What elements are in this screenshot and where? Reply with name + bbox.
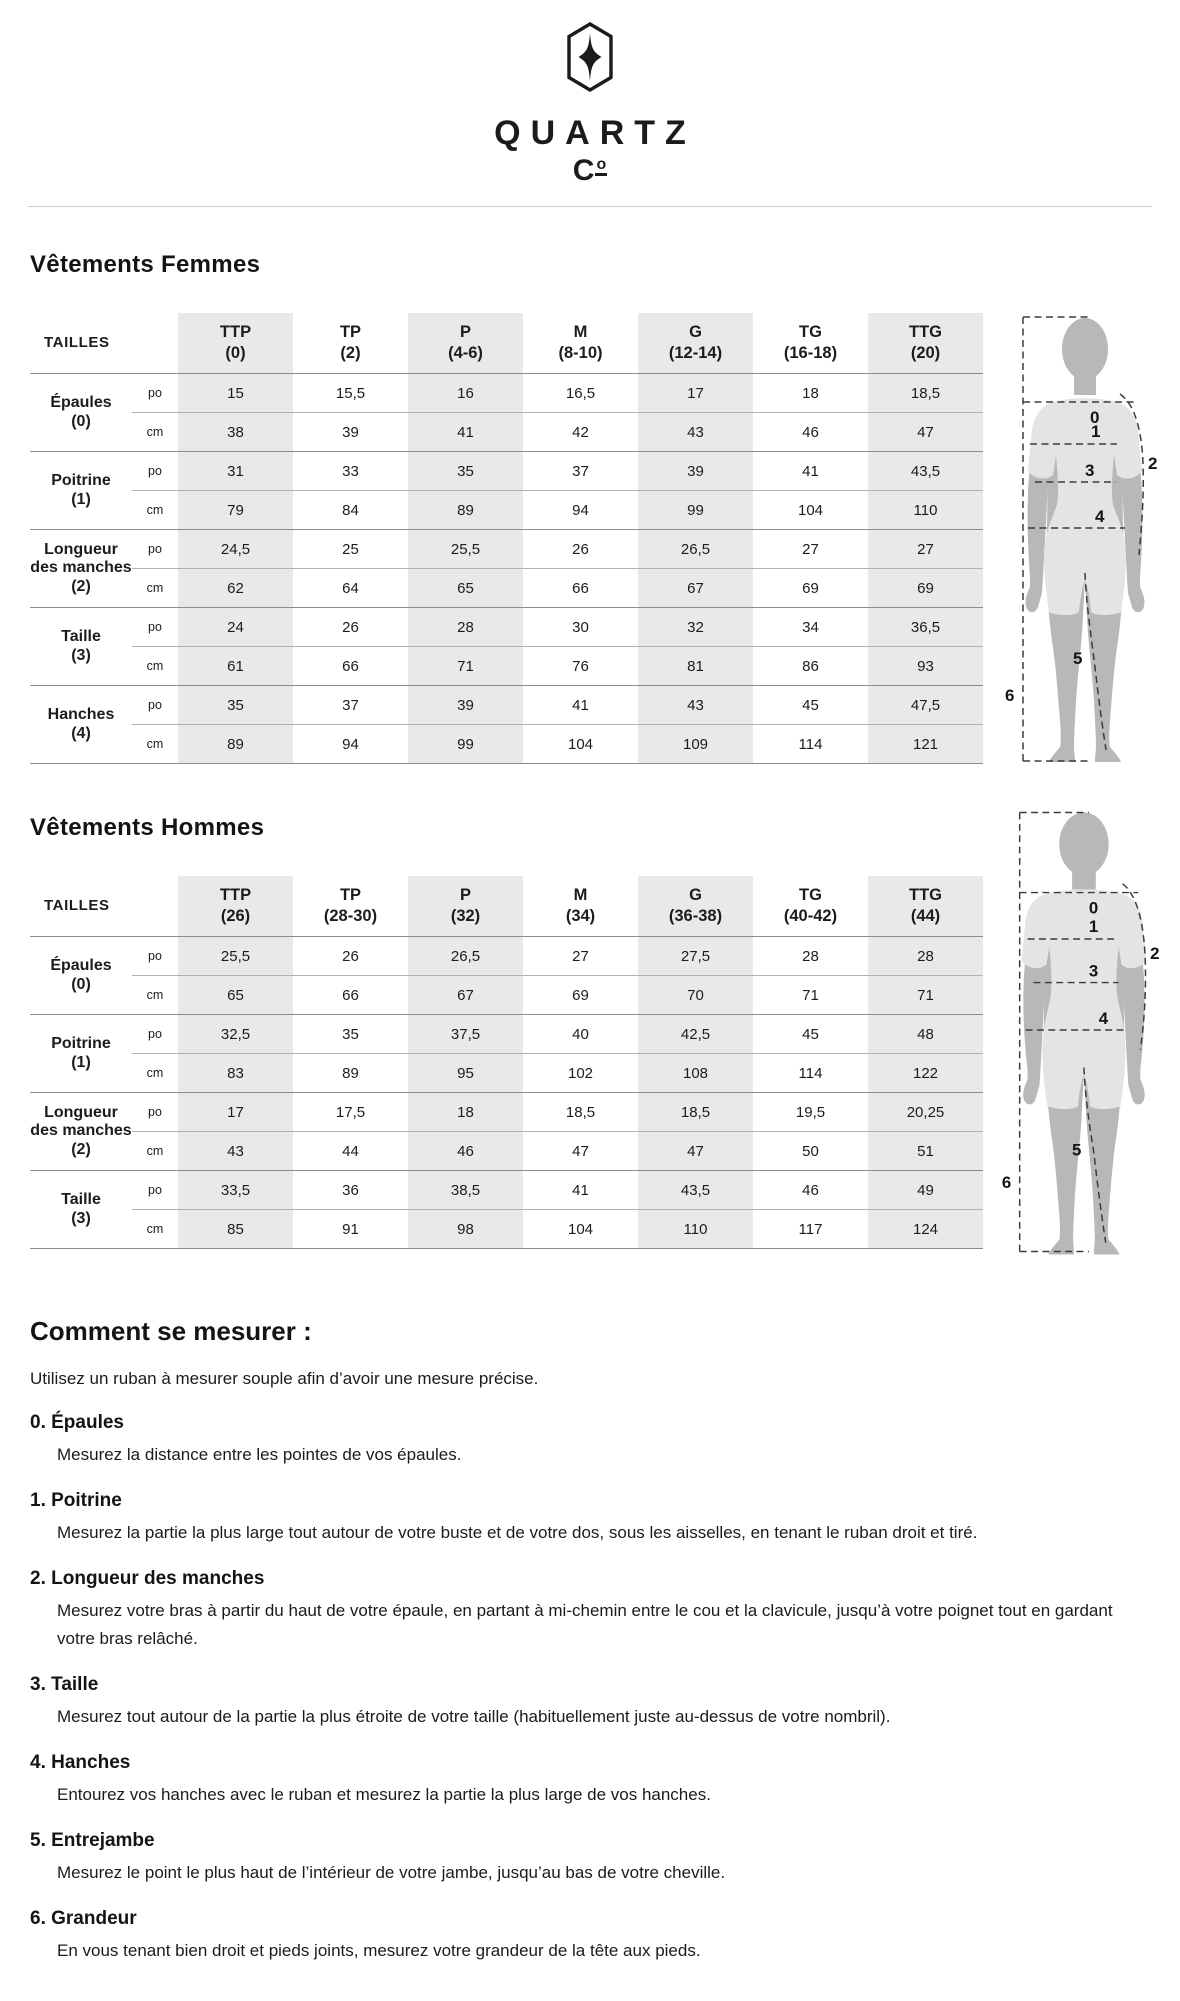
size-value: 26 [523, 530, 638, 569]
figure-label-sleeve: 2 [1148, 454, 1158, 473]
size-value: 99 [408, 725, 523, 764]
size-column-header: TTG (20) [868, 313, 983, 374]
measurement-row-label: Longueur des manches (2) [30, 530, 132, 608]
size-value: 27 [868, 530, 983, 569]
size-value: 28 [408, 608, 523, 647]
men-size-table-host [30, 876, 1150, 1249]
size-value: 65 [408, 569, 523, 608]
size-value: 43 [638, 413, 753, 452]
size-value: 43,5 [868, 452, 983, 491]
size-value: 108 [638, 1054, 753, 1093]
size-value: 69 [753, 569, 868, 608]
size-value: 38 [178, 413, 293, 452]
size-value: 89 [178, 725, 293, 764]
unit-label: cm [132, 569, 178, 608]
size-value: 41 [523, 686, 638, 725]
size-value: 64 [293, 569, 408, 608]
size-value: 17,5 [293, 1093, 408, 1132]
brand-wordmark: QUARTZ [494, 114, 696, 152]
howto-item-heading: 0. Épaules [30, 1412, 124, 1433]
size-value: 47 [523, 1132, 638, 1171]
size-value: 32 [638, 608, 753, 647]
size-value: 65 [178, 976, 293, 1015]
size-value: 31 [178, 452, 293, 491]
howto-item-shoulders [30, 1410, 1130, 1469]
size-value: 33 [293, 452, 408, 491]
measurement-row-label: Taille (3) [30, 608, 132, 686]
size-value: 20,25 [868, 1093, 983, 1132]
size-column-header: M (34) [523, 876, 638, 937]
unit-label: po [132, 608, 178, 647]
unit-label: cm [132, 491, 178, 530]
unit-label: cm [132, 725, 178, 764]
measurement-row-label: Poitrine (1) [30, 1015, 132, 1093]
size-value: 18,5 [523, 1093, 638, 1132]
unit-label: po [132, 452, 178, 491]
size-column-header: TG (16-18) [753, 313, 868, 374]
women-section-title: Vêtements Femmes [30, 251, 261, 278]
size-value: 34 [753, 608, 868, 647]
howto-item-text: Entourez vos hanches avec le ruban et mesurez la partie la plus large de vos hanches. [57, 1785, 711, 1804]
measurement-row-label: Poitrine (1) [30, 452, 132, 530]
howto-item-sleeve [30, 1566, 1130, 1653]
figure-label-chest: 1 [1088, 917, 1099, 937]
howto-item-text: Mesurez la partie la plus large tout autour de votre buste et de votre dos, sous les aisselles, en tenant le ruban droit et tiré. [57, 1523, 978, 1542]
size-value: 37 [293, 686, 408, 725]
size-column-header: TTP (0) [178, 313, 293, 374]
size-value: 114 [753, 725, 868, 764]
size-value: 69 [868, 569, 983, 608]
size-value: 114 [753, 1054, 868, 1093]
unit-label: cm [132, 976, 178, 1015]
size-column-header: TP (2) [293, 313, 408, 374]
size-value: 44 [293, 1132, 408, 1171]
size-value: 49 [868, 1171, 983, 1210]
size-value: 26,5 [408, 937, 523, 976]
howto-item-text: En vous tenant bien droit et pieds joints, mesurez votre grandeur de la tête aux pieds. [57, 1941, 701, 1960]
size-value: 42,5 [638, 1015, 753, 1054]
unit-label: po [132, 530, 178, 569]
size-value: 67 [408, 976, 523, 1015]
size-value: 46 [753, 1171, 868, 1210]
size-value: 110 [638, 1210, 753, 1249]
size-value: 42 [523, 413, 638, 452]
women-measurements-table [30, 313, 983, 764]
howto-item-height [30, 1906, 1130, 1965]
size-value: 39 [293, 413, 408, 452]
size-value: 95 [408, 1054, 523, 1093]
unit-label: cm [132, 1210, 178, 1249]
size-value: 37,5 [408, 1015, 523, 1054]
howto-item-text: Mesurez votre bras à partir du haut de votre épaule, en partant à mi-chemin entre le cou et la clavicule, jusqu’à votre poignet tout en gardant votre bras relâché. [57, 1601, 1113, 1648]
size-value: 30 [523, 608, 638, 647]
size-column-header: TP (28-30) [293, 876, 408, 937]
size-value: 122 [868, 1054, 983, 1093]
quartz-gem-logo-icon [566, 22, 614, 92]
size-value: 41 [408, 413, 523, 452]
figure-label-height: 6 [1005, 686, 1015, 705]
size-value: 36,5 [868, 608, 983, 647]
size-value: 46 [753, 413, 868, 452]
size-column-header: G (36-38) [638, 876, 753, 937]
figure-label-hips: 4 [1098, 1009, 1109, 1029]
brand-header [0, 0, 1180, 194]
size-value: 17 [638, 374, 753, 413]
size-value: 51 [868, 1132, 983, 1171]
howto-item-heading: 5. Entrejambe [30, 1830, 155, 1851]
size-value: 18,5 [868, 374, 983, 413]
howto-section [30, 1249, 1130, 2001]
co-letter: C [572, 154, 595, 187]
size-value: 117 [753, 1210, 868, 1249]
size-value: 17 [178, 1093, 293, 1132]
unit-label: cm [132, 1132, 178, 1171]
size-value: 37 [523, 452, 638, 491]
size-value: 104 [523, 725, 638, 764]
size-value: 94 [523, 491, 638, 530]
figure-label-chest: 1 [1091, 422, 1101, 441]
size-value: 71 [868, 976, 983, 1015]
size-value: 19,5 [753, 1093, 868, 1132]
figure-label-shoulders: 0 [1088, 898, 1099, 918]
size-value: 110 [868, 491, 983, 530]
size-value: 61 [178, 647, 293, 686]
size-value: 18 [753, 374, 868, 413]
howto-item-heading: 4. Hanches [30, 1752, 131, 1773]
size-value: 76 [523, 647, 638, 686]
size-column-header: G (12-14) [638, 313, 753, 374]
size-value: 71 [408, 647, 523, 686]
size-value: 67 [638, 569, 753, 608]
size-column-header: M (8-10) [523, 313, 638, 374]
women-size-table-host [30, 313, 1150, 764]
men-measurements-table [30, 876, 983, 1249]
sizes-corner-label: TAILLES [30, 876, 178, 937]
size-value: 47 [868, 413, 983, 452]
howto-item-text: Mesurez la distance entre les pointes de vos épaules. [57, 1445, 462, 1464]
size-value: 41 [523, 1171, 638, 1210]
size-value: 93 [868, 647, 983, 686]
size-value: 26 [293, 608, 408, 647]
size-value: 84 [293, 491, 408, 530]
size-value: 35 [178, 686, 293, 725]
figure-label-shoulders: 0 [1090, 408, 1100, 427]
size-value: 33,5 [178, 1171, 293, 1210]
size-column-header: P (4-6) [408, 313, 523, 374]
howto-item-waist [30, 1672, 1130, 1731]
size-value: 104 [753, 491, 868, 530]
howto-intro: Utilisez un ruban à mesurer souple afin d’avoir une mesure précise. [30, 1369, 539, 1388]
men-section-title: Vêtements Hommes [30, 814, 265, 841]
figure-label-height: 6 [1001, 1173, 1012, 1193]
size-value: 35 [408, 452, 523, 491]
size-value: 27 [523, 937, 638, 976]
size-value: 85 [178, 1210, 293, 1249]
size-value: 66 [293, 647, 408, 686]
size-column-header: TTG (44) [868, 876, 983, 937]
size-value: 98 [408, 1210, 523, 1249]
howto-item-heading: 1. Poitrine [30, 1490, 122, 1511]
size-value: 102 [523, 1054, 638, 1093]
sizes-corner-label: TAILLES [30, 313, 178, 374]
measurement-row-label: Longueur des manches (2) [30, 1093, 132, 1171]
women-section [30, 207, 1158, 764]
size-value: 46 [408, 1132, 523, 1171]
size-value: 27,5 [638, 937, 753, 976]
howto-item-inseam [30, 1828, 1130, 1887]
size-value: 40 [523, 1015, 638, 1054]
size-value: 66 [523, 569, 638, 608]
size-value: 43 [178, 1132, 293, 1171]
size-value: 28 [868, 937, 983, 976]
howto-item-heading: 2. Longueur des manches [30, 1568, 265, 1589]
unit-label: po [132, 374, 178, 413]
unit-label: cm [132, 1054, 178, 1093]
size-value: 18,5 [638, 1093, 753, 1132]
size-value: 25,5 [178, 937, 293, 976]
size-value: 45 [753, 1015, 868, 1054]
unit-label: cm [132, 647, 178, 686]
howto-item-hips [30, 1750, 1130, 1809]
size-value: 50 [753, 1132, 868, 1171]
size-value: 121 [868, 725, 983, 764]
howto-item-text: Mesurez le point le plus haut de l’intérieur de votre jambe, jusqu’au bas de votre cheville. [57, 1863, 726, 1882]
size-value: 104 [523, 1210, 638, 1249]
size-value: 89 [293, 1054, 408, 1093]
size-value: 66 [293, 976, 408, 1015]
size-value: 109 [638, 725, 753, 764]
size-value: 99 [638, 491, 753, 530]
size-value: 39 [408, 686, 523, 725]
unit-label: po [132, 1015, 178, 1054]
size-value: 15 [178, 374, 293, 413]
size-value: 25 [293, 530, 408, 569]
howto-item-text: Mesurez tout autour de la partie la plus étroite de votre taille (habituellement juste au-dessus de votre nombril). [57, 1707, 891, 1726]
measurement-row-label: Épaules (0) [30, 374, 132, 452]
size-value: 43 [638, 686, 753, 725]
size-column-header: TG (40-42) [753, 876, 868, 937]
brand-co-mark [0, 153, 1180, 194]
men-measurement-figure [990, 802, 1168, 1262]
size-value: 47 [638, 1132, 753, 1171]
size-value: 70 [638, 976, 753, 1015]
size-value: 39 [638, 452, 753, 491]
size-value: 28 [753, 937, 868, 976]
size-value: 38,5 [408, 1171, 523, 1210]
figure-label-sleeve: 2 [1150, 943, 1160, 963]
size-value: 45 [753, 686, 868, 725]
unit-label: po [132, 686, 178, 725]
size-value: 27 [753, 530, 868, 569]
measurement-row-label: Taille (3) [30, 1171, 132, 1249]
size-value: 79 [178, 491, 293, 530]
howto-item-heading: 6. Grandeur [30, 1908, 137, 1929]
measurement-row-label: Hanches (4) [30, 686, 132, 764]
size-value: 24,5 [178, 530, 293, 569]
size-column-header: TTP (26) [178, 876, 293, 937]
size-value: 124 [868, 1210, 983, 1249]
size-value: 89 [408, 491, 523, 530]
howto-title: Comment se mesurer : [30, 1316, 312, 1346]
size-value: 81 [638, 647, 753, 686]
size-value: 69 [523, 976, 638, 1015]
figure-label-hips: 4 [1095, 507, 1105, 526]
size-value: 16,5 [523, 374, 638, 413]
size-value: 62 [178, 569, 293, 608]
size-value: 94 [293, 725, 408, 764]
size-value: 15,5 [293, 374, 408, 413]
co-ordinal: o [595, 156, 607, 176]
women-measurement-figure [990, 309, 1168, 767]
size-value: 24 [178, 608, 293, 647]
size-value: 26,5 [638, 530, 753, 569]
size-value: 32,5 [178, 1015, 293, 1054]
size-column-header: P (32) [408, 876, 523, 937]
size-value: 18 [408, 1093, 523, 1132]
size-value: 26 [293, 937, 408, 976]
size-value: 83 [178, 1054, 293, 1093]
size-value: 48 [868, 1015, 983, 1054]
figure-label-waist: 3 [1088, 961, 1099, 981]
unit-label: po [132, 1093, 178, 1132]
size-value: 41 [753, 452, 868, 491]
figure-label-inseam: 5 [1072, 1140, 1082, 1160]
size-value: 91 [293, 1210, 408, 1249]
unit-label: cm [132, 413, 178, 452]
size-value: 35 [293, 1015, 408, 1054]
howto-item-heading: 3. Taille [30, 1674, 99, 1695]
size-value: 47,5 [868, 686, 983, 725]
unit-label: po [132, 1171, 178, 1210]
measurement-row-label: Épaules (0) [30, 937, 132, 1015]
size-value: 36 [293, 1171, 408, 1210]
howto-item-chest [30, 1488, 1130, 1547]
men-section [30, 764, 1160, 1249]
size-value: 43,5 [638, 1171, 753, 1210]
size-value: 25,5 [408, 530, 523, 569]
size-value: 71 [753, 976, 868, 1015]
figure-label-inseam: 5 [1073, 649, 1083, 668]
size-value: 16 [408, 374, 523, 413]
figure-label-waist: 3 [1085, 461, 1095, 480]
size-value: 86 [753, 647, 868, 686]
unit-label: po [132, 937, 178, 976]
